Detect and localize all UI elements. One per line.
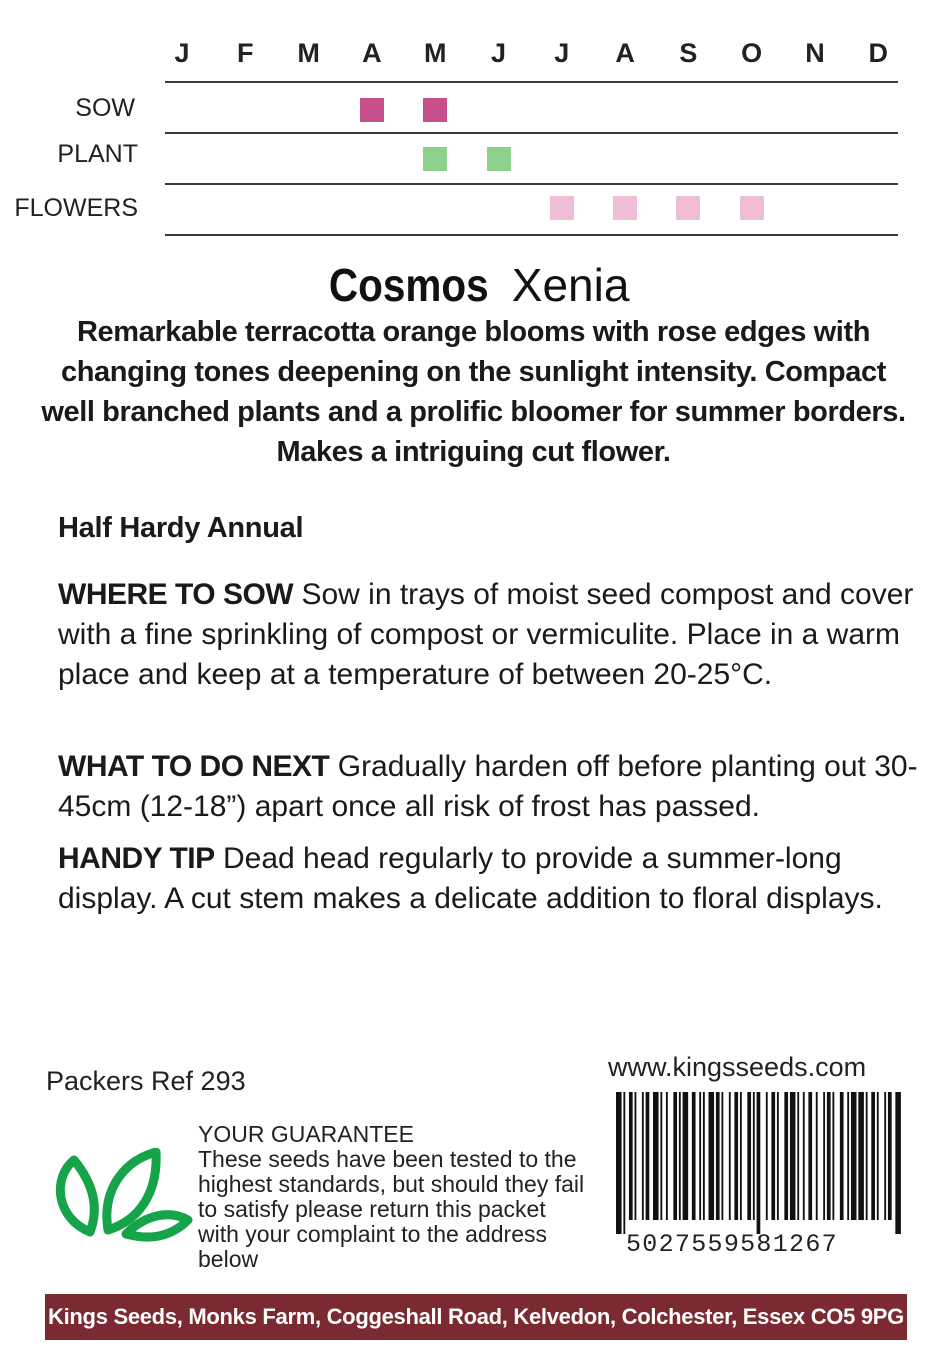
barcode-bar — [823, 1092, 825, 1220]
month-label: O — [741, 38, 763, 68]
website-link[interactable]: www.kingsseeds.com — [608, 1052, 867, 1082]
calendar-mark-flowers — [676, 196, 700, 220]
calendar-divider — [165, 132, 898, 134]
barcode-bar — [721, 1092, 723, 1220]
calendar-mark-plant — [487, 147, 511, 171]
instruction-text: Gradually harden off before planting out 30-45cm (12-18”) apart once all risk of frost has passed. — [58, 750, 918, 823]
barcode-bar — [866, 1092, 868, 1220]
packers-ref: Packers Ref 293 — [46, 1066, 246, 1096]
row-label-sow: SOW — [75, 94, 135, 122]
guarantee-heading: YOUR GUARANTEE — [198, 1121, 414, 1147]
barcode-bar — [729, 1092, 731, 1220]
instruction-where-to-sow — [58, 575, 918, 695]
barcode-bar — [858, 1092, 864, 1220]
instruction-key: HANDY TIP — [58, 842, 215, 875]
barcode-bar — [840, 1092, 844, 1220]
barcode-bar — [827, 1092, 831, 1220]
month-label: M — [297, 38, 320, 68]
barcode-number: 5027559581267 — [626, 1230, 838, 1259]
barcode-bar — [629, 1092, 633, 1220]
product-name-bold: Cosmos — [328, 259, 489, 311]
barcode-bar — [753, 1092, 755, 1220]
barcode-bar — [757, 1092, 761, 1234]
guarantee-text: These seeds have been tested to the highest standards, but should they fail to satisfy please return this packet with your complaint to the address below — [198, 1146, 585, 1272]
row-label-plant: PLANT — [57, 140, 138, 168]
row-label-flowers: FLOWERS — [14, 194, 138, 222]
barcode-bar — [747, 1092, 751, 1220]
barcode-bar — [703, 1092, 705, 1220]
barcode-bar — [709, 1092, 715, 1220]
product-title — [0, 258, 947, 312]
barcode-bar — [847, 1092, 849, 1220]
barcode-bar — [692, 1092, 696, 1220]
instruction-key: WHERE TO SOW — [58, 578, 294, 611]
barcode-bar — [871, 1092, 875, 1220]
barcode-bar — [699, 1092, 701, 1220]
address-footer: Kings Seeds, Monks Farm, Coggeshall Road, Kelvedon, Colchester, Essex CO5 9PG — [45, 1294, 907, 1340]
month-label: D — [868, 38, 889, 68]
barcode-bar — [740, 1092, 742, 1220]
month-label: A — [362, 38, 382, 68]
instruction-text: Sow in trays of moist seed compost and cover with a fine sprinkling of compost or vermiculite. Place in a warm place and keep at a temperature of between 20-25°C. — [58, 578, 914, 691]
barcode-bar — [790, 1092, 796, 1220]
calendar-mark-sow — [423, 98, 447, 122]
barcode-bar — [888, 1092, 892, 1220]
barcode-bar — [877, 1092, 879, 1220]
instruction-text: Dead head regularly to provide a summer-long display. A cut stem makes a delicate addition to floral displays. — [58, 842, 883, 915]
barcode-bar — [851, 1092, 857, 1220]
month-label: S — [679, 38, 698, 68]
barcode-bar — [673, 1092, 677, 1220]
barcode-bar — [623, 1092, 625, 1234]
barcode-bar — [832, 1092, 834, 1220]
barcode-bar — [642, 1092, 644, 1220]
barcode-bar — [784, 1092, 788, 1220]
barcode — [614, 1092, 904, 1234]
instruction-handy-tip — [58, 839, 918, 919]
barcode-bar — [716, 1092, 720, 1220]
guarantee-block — [198, 1122, 588, 1272]
barcode-bar — [635, 1092, 637, 1220]
barcode-bar — [646, 1092, 650, 1220]
calendar-mark-flowers — [740, 196, 764, 220]
barcode-bar — [666, 1092, 668, 1220]
barcode-bar — [797, 1092, 799, 1220]
leaf-logo-icon — [48, 1148, 194, 1242]
calendar-divider — [165, 183, 898, 185]
barcode-bar — [884, 1092, 886, 1220]
barcode-bar — [895, 1092, 901, 1234]
calendar-mark-flowers — [550, 196, 574, 220]
barcode-bar — [808, 1092, 812, 1220]
month-label: J — [490, 38, 507, 68]
month-label: A — [615, 38, 635, 68]
calendar-mark-flowers — [613, 196, 637, 220]
calendar-divider — [165, 234, 898, 236]
barcode-bar — [660, 1092, 662, 1220]
barcode-bar — [734, 1092, 738, 1220]
month-label: N — [805, 38, 825, 68]
month-label: J — [554, 38, 570, 68]
month-label: M — [423, 38, 447, 68]
barcode-bar — [771, 1092, 775, 1220]
barcode-bar — [777, 1092, 779, 1220]
month-label: F — [237, 38, 254, 68]
product-name-variety: Xenia — [511, 259, 630, 311]
month-label: J — [174, 38, 190, 68]
plant-type: Half Hardy Annual — [58, 512, 304, 544]
barcode-bar — [766, 1092, 768, 1220]
barcode-bar — [679, 1092, 681, 1220]
product-description: Remarkable terracotta orange blooms with rose edges with changing tones deepening on the sunlight intensity. Compact well branched plants and a prolific bloomer for summer borders. Makes a intriguing cut flower. — [41, 316, 906, 468]
instruction-what-next — [58, 747, 918, 827]
calendar-divider — [165, 81, 898, 83]
barcode-bar — [616, 1092, 622, 1234]
barcode-bar — [816, 1092, 818, 1220]
barcode-bar — [803, 1092, 805, 1220]
barcode-bar — [653, 1092, 659, 1220]
instruction-key: WHAT TO DO NEXT — [58, 750, 330, 783]
calendar-mark-plant — [423, 147, 447, 171]
barcode-bar — [683, 1092, 689, 1220]
calendar-mark-sow — [360, 98, 384, 122]
